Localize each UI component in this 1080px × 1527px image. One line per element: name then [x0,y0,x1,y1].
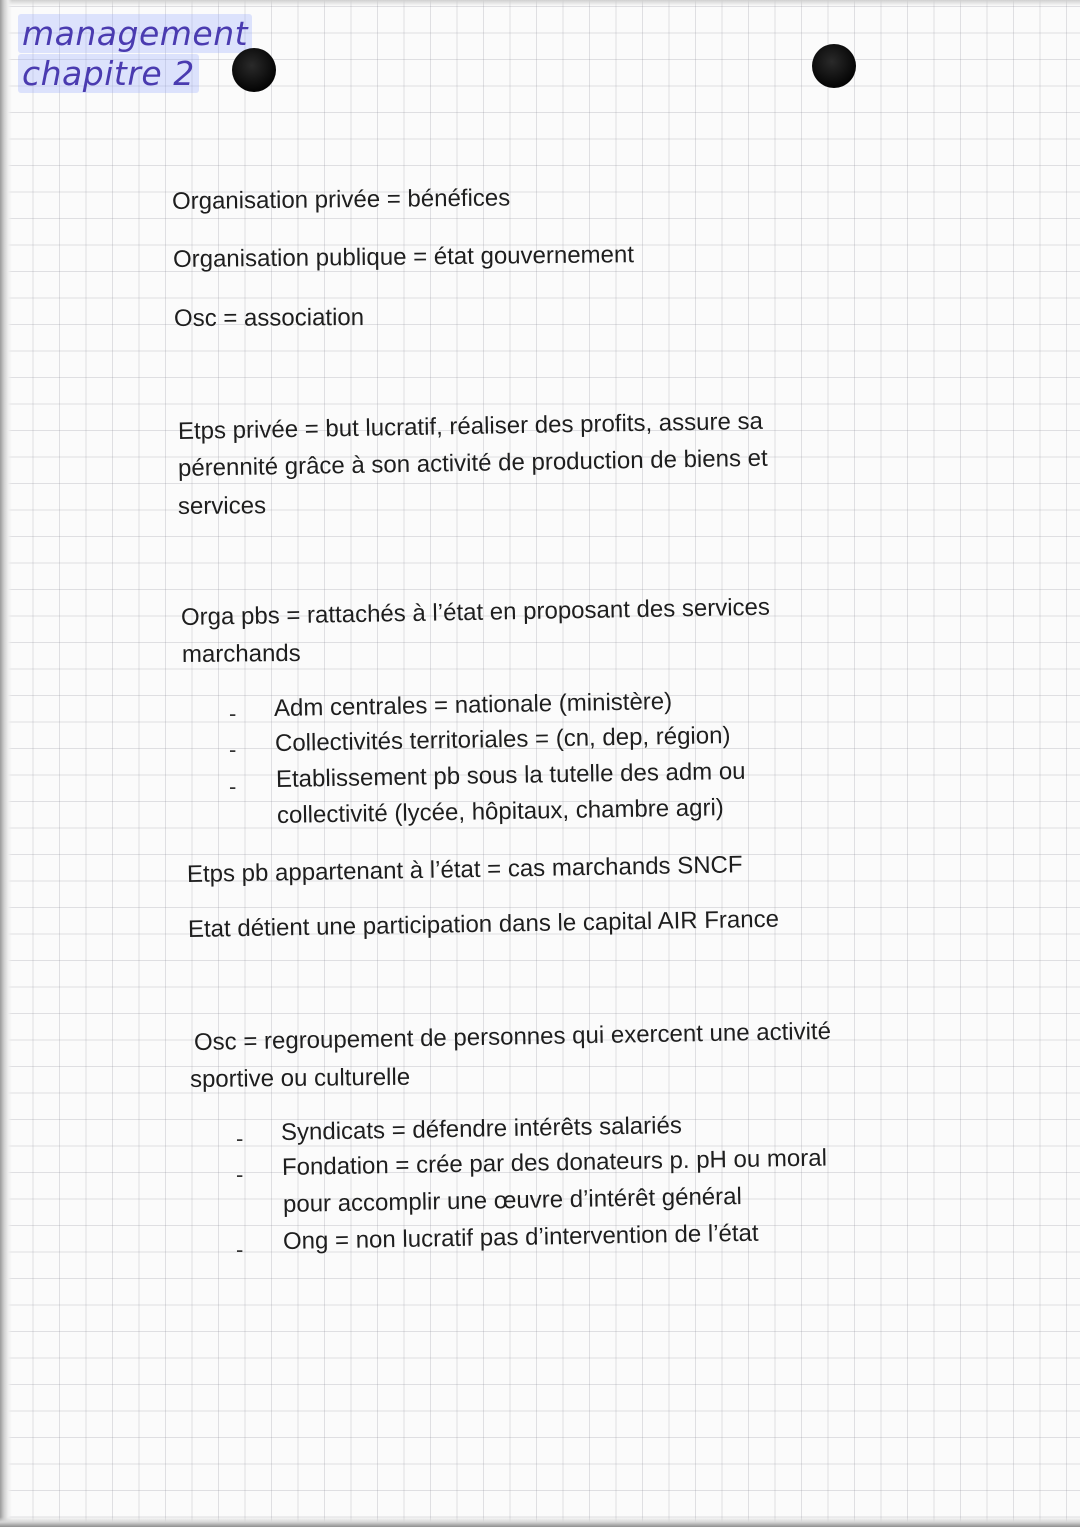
bullet-dash: - [236,1237,244,1262]
punch-hole-right [812,44,856,88]
page-top-edge [0,0,1080,6]
definition-line: Osc = association [173,304,365,332]
osc-item: pour accomplir une œuvre d’intérêt général [282,1182,743,1218]
handwritten-header [18,14,252,94]
bullet-dash: - [229,701,237,726]
public-orgs-item: Collectivités territoriales = (cn, dep, région) [274,722,731,757]
public-orgs-item: Etablissement pb sous la tutelle des adm ou [275,757,746,793]
bullet-dash: - [229,774,237,799]
osc-line: Osc = regroupement de personnes qui exercent une activité [193,1017,832,1056]
page-left-edge [0,0,12,1527]
public-orgs-item: collectivité (lycée, hôpitaux, chambre agri) [276,794,725,829]
public-orgs-item: Adm centrales = nationale (ministère) [273,688,673,722]
private-company-line: services [177,492,267,520]
osc-item: Syndicats = défendre intérêts salariés [280,1112,683,1146]
public-orgs-line: Orga pbs = rattachés à l’état en proposant des services [180,593,771,631]
osc-item: Ong = non lucratif pas d’intervention de l’état [282,1219,759,1255]
definition-line: Organisation privée = bénéfices [171,184,511,215]
osc-item: Fondation = crée par des donateurs p. pH ou moral [281,1144,828,1181]
header-chapter: chapitre 2 [18,54,199,93]
public-orgs-extra: Etps pb appartenant à l’état = cas marchands SNCF [186,851,743,888]
osc-line: sportive ou culturelle [189,1063,411,1093]
bullet-dash: - [229,737,237,762]
header-subject: management [18,14,252,53]
public-orgs-line: marchands [181,639,301,668]
bullet-dash: - [236,1162,244,1187]
definition-line: Organisation publique = état gouvernement [172,241,635,273]
private-company-line: pérennité grâce à son activité de production de biens et [177,444,768,482]
private-company-line: Etps privée = but lucratif, réaliser des profits, assure sa [177,407,764,445]
public-orgs-extra: Etat détient une participation dans le capital AIR France [187,905,780,943]
page-bottom-edge [0,1517,1080,1527]
punch-hole-left [232,48,276,92]
bullet-dash: - [236,1126,244,1151]
